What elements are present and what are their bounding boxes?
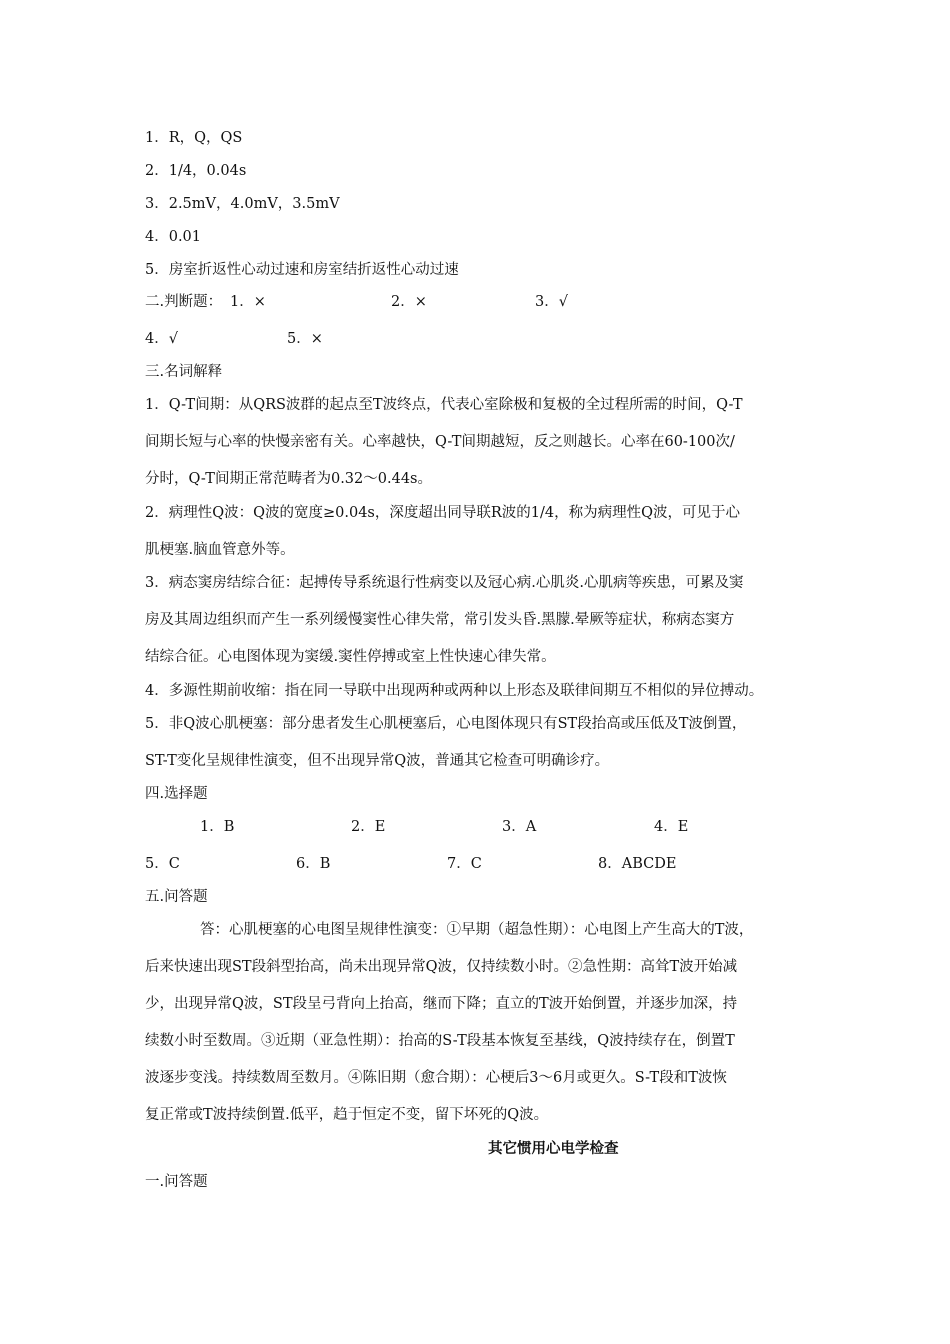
terms-heading: 三.名词解释 xyxy=(145,364,223,380)
choice-answer-1: 1．B xyxy=(200,819,235,835)
term-line: 2．病理性Q波：Q波的宽度≥0.04s，深度超出同导联R波的1/4，称为病理性Q波，可见于心 xyxy=(145,505,741,521)
fill-answer-5: 5．房室折返性心动过速和房室结折返性心动过速 xyxy=(145,262,459,278)
qa-line: 少，出现异常Q波，ST段呈弓背向上抬高，继而下降；直立的T波开始倒置，并逐步加深，持 xyxy=(145,996,738,1012)
term-line: 房及其周边组织而产生一系列缓慢窦性心律失常，常引发头昏.黑朦.晕厥等症状，称病态窦方 xyxy=(145,612,735,628)
qa-line: 后来快速出现ST段斜型抬高，尚未出现异常Q波，仅持续数小时。②急性期：高耸T波开始减 xyxy=(145,959,738,975)
term-line: ST-T变化呈规律性演变，但不出现异常Q波，普通其它检查可明确诊疗。 xyxy=(145,753,610,769)
fill-answer-1: 1．R，Q，QS xyxy=(145,130,243,146)
term-line: 分时，Q-T间期正常范畴者为0.32～0.44s。 xyxy=(145,471,432,487)
term-line: 结综合征。心电图体现为窦缓.窦性停搏或室上性快速心律失常。 xyxy=(145,649,556,665)
term-line: 3．病态窦房结综合征：起搏传导系统退行性病变以及冠心病.心肌炎.心肌病等疾患，可累及窦 xyxy=(145,575,744,591)
choice-answer-7: 7．C xyxy=(447,856,482,872)
qa-line: 复正常或T波持续倒置.低平，趋于恒定不变，留下坏死的Q波。 xyxy=(145,1107,549,1123)
choice-answer-8: 8．ABCDE xyxy=(598,856,677,872)
term-line: 肌梗塞.脑血管意外等。 xyxy=(145,542,295,558)
qa-line: 波逐步变浅。持续数周至数月。④陈旧期（愈合期）：心梗后3～6月或更久。S-T段和T波恢 xyxy=(145,1070,727,1086)
term-line: 间期长短与心率的快慢亲密有关。心率越快，Q-T间期越短，反之则越长。心率在60-100次/ xyxy=(145,434,735,450)
judge-answer-1: 1．× xyxy=(230,294,266,310)
judge-answer-4: 4．√ xyxy=(145,331,178,347)
qa-line: 答：心肌梗塞的心电图呈规律性演变：①早期（超急性期）：心电图上产生高大的T波， xyxy=(200,922,754,938)
qa-line: 续数小时至数周。③近期（亚急性期）：抬高的S-T段基本恢复至基线，Q波持续存在，倒置T xyxy=(145,1033,735,1049)
choice-answer-6: 6．B xyxy=(296,856,331,872)
choice-answer-5: 5．C xyxy=(145,856,180,872)
qa-heading: 五.问答题 xyxy=(145,889,208,905)
choice-answer-4: 4．E xyxy=(654,819,689,835)
judge-answer-2: 2．× xyxy=(391,294,427,310)
fill-answer-2: 2．1/4，0.04s xyxy=(145,163,247,179)
judge-answer-3: 3．√ xyxy=(535,294,568,310)
term-line: 4．多源性期前收缩：指在同一导联中出现两种或两种以上形态及联律间期互不相似的异位搏动。 xyxy=(145,683,764,699)
term-line: 5．非Q波心肌梗塞：部分患者发生心肌梗塞后，心电图体现只有ST段抬高或压低及T波倒置， xyxy=(145,716,747,732)
fill-answer-3: 3．2.5mV，4.0mV，3.5mV xyxy=(145,196,340,212)
choice-answer-2: 2．E xyxy=(351,819,386,835)
fill-answer-4: 4．0.01 xyxy=(145,229,202,245)
choice-answer-3: 3．A xyxy=(502,819,537,835)
choice-heading: 四.选择题 xyxy=(145,786,208,802)
judge-answer-5: 5．× xyxy=(287,331,323,347)
section-title: 其它惯用心电学检查 xyxy=(488,1141,619,1157)
term-line: 1．Q-T间期：从QRS波群的起点至T波终点，代表心室除极和复极的全过程所需的时间，Q-T xyxy=(145,397,743,413)
judge-heading: 二.判断题： xyxy=(145,294,223,310)
next-section-heading: 一.问答题 xyxy=(145,1174,208,1190)
